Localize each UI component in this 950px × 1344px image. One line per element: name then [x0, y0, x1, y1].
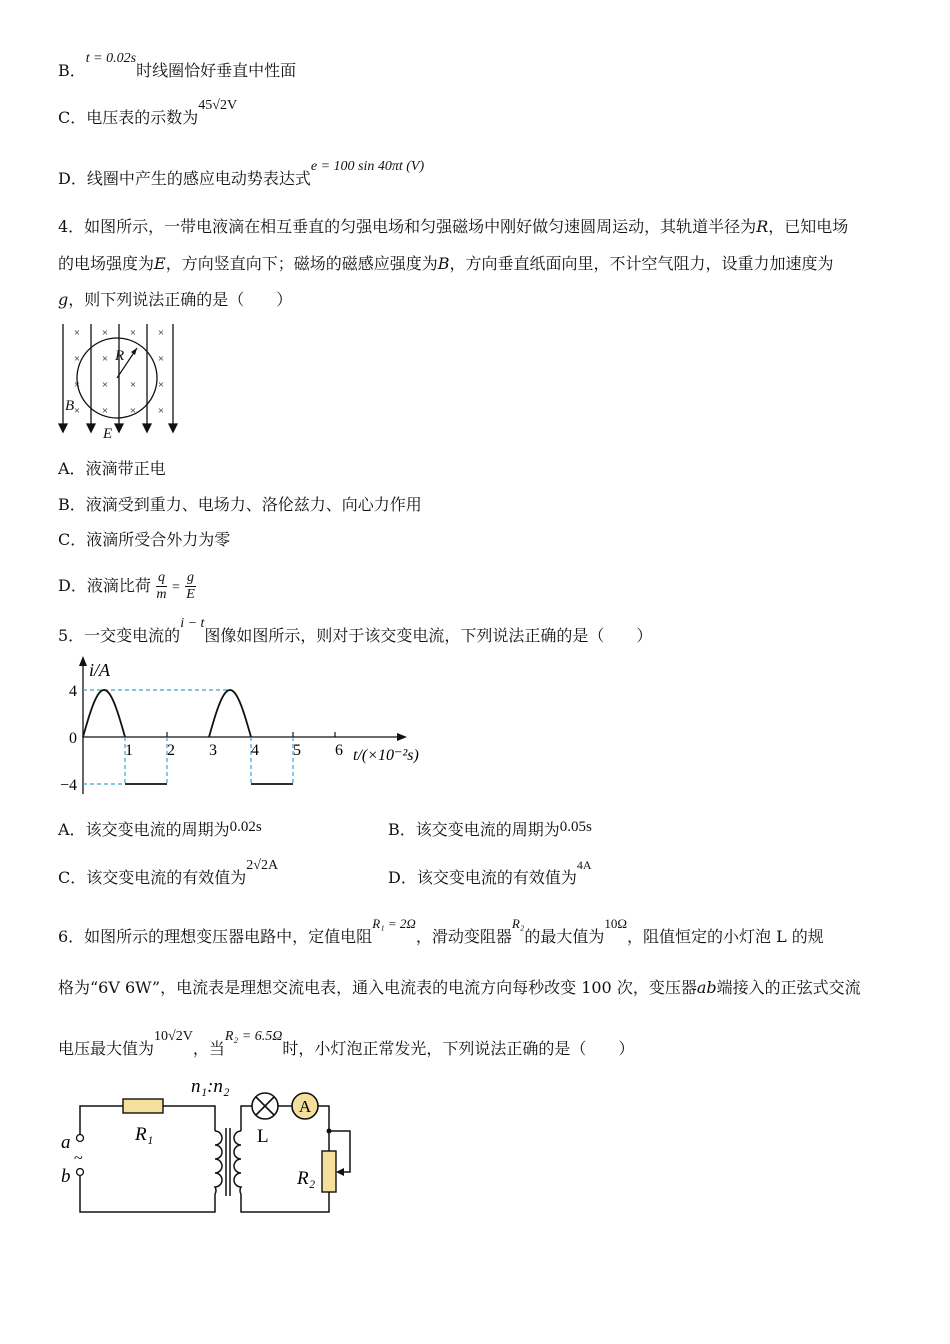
stem-text: ，当 [192, 1039, 225, 1058]
stem-text: ，方向竖直向下；磁场的磁感应强度为 [165, 254, 438, 273]
lamp-label: L [257, 1126, 269, 1147]
option-text: 该交变电流的有效值为 [86, 868, 247, 887]
var-b: B [437, 254, 450, 273]
formula: 10Ω [604, 916, 627, 931]
formula: R₂ [511, 916, 525, 931]
q4-option-b [58, 497, 422, 513]
q5-stem [58, 616, 653, 645]
option-text: 电压表的示数为 [86, 108, 199, 127]
option-text: 液滴比荷 [86, 576, 151, 595]
option-label: D． [58, 576, 87, 595]
x-tick-label: 2 [167, 742, 175, 759]
option-label: C． [58, 108, 87, 127]
option-text: 该交变电流的周期为 [415, 820, 560, 839]
formula: 10√2V [154, 1029, 193, 1044]
option-label: B． [58, 61, 86, 80]
stem-text: 的电场强度为 [58, 254, 155, 273]
cross-mark: × [101, 379, 109, 391]
cross-mark: × [101, 405, 109, 417]
numerator: g [187, 570, 195, 585]
fraction-q-m [156, 570, 167, 603]
r1-label: R₁ [135, 1124, 154, 1145]
terminal-b [77, 1169, 84, 1176]
y-tick-label: −4 [59, 777, 77, 794]
label-b: B [65, 398, 75, 414]
option-text: 液滴所受合外力为零 [86, 530, 231, 549]
formula: 0.05s [559, 819, 592, 835]
q4-option-a [58, 461, 166, 477]
q4-stem-line3 [58, 292, 292, 308]
var-r: R [756, 217, 769, 236]
y-axis-arrow [79, 656, 87, 666]
formula: 4A [576, 858, 592, 872]
option-label: C． [58, 530, 87, 549]
cross-mark: × [129, 405, 137, 417]
sine-half-wave [209, 690, 251, 737]
q4-stem-line2 [58, 256, 834, 272]
q4-option-c [58, 532, 230, 548]
cross-mark: × [73, 379, 81, 391]
cross-mark: × [157, 353, 165, 365]
y-tick-label: 0 [69, 730, 77, 747]
x-tick-label: 3 [209, 742, 217, 759]
x-tick-label: 1 [125, 742, 133, 759]
rheostat-r2 [322, 1151, 336, 1192]
stem-text: 电压最大值为 [58, 1039, 155, 1058]
var-e: E [154, 254, 166, 273]
ammeter-label: A [298, 1097, 312, 1116]
stem-text: 的最大值为 [524, 927, 605, 946]
stem-text: 图像如图所示，则对于该交变电流，下列说法正确的是（ ） [204, 626, 653, 645]
cross-mark: × [73, 353, 81, 365]
option-label: D． [58, 169, 87, 188]
option-label: A． [58, 820, 86, 839]
option-text: 液滴受到重力、电场力、洛伦兹力、向心力作用 [85, 495, 422, 514]
q6-stem-line2 [58, 980, 861, 996]
stem-text: 格为“6V 6W”，电流表是理想交流电表，通入电流表的电流方向每秒改变 100 次，变压器 [58, 978, 697, 997]
option-label: D． [388, 868, 417, 887]
r2-label: R₂ [297, 1168, 316, 1189]
formula: t = 0.02s [85, 51, 137, 66]
q4-field-diagram [55, 318, 180, 444]
stem-text: ，滑动变阻器 [415, 927, 512, 946]
cross-mark: × [129, 327, 137, 339]
junction-dot [327, 1129, 332, 1134]
option-text: 线圈中产生的感应电动势表达式 [86, 169, 311, 188]
option-label: C． [58, 868, 87, 887]
stem-text: 6．如图所示的理想变压器电路中，定值电阻 [58, 927, 373, 946]
ac-source-symbol: ~ [74, 1150, 83, 1167]
formula: R₁ = 2Ω [372, 916, 416, 931]
formula: i − t [180, 616, 205, 631]
stem-text: 时，小灯泡正常发光，下列说法正确的是（ ） [282, 1039, 635, 1058]
cross-mark: × [129, 379, 137, 391]
numerator: q [157, 570, 165, 585]
cross-mark: × [157, 379, 165, 391]
option-text: 时线圈恰好垂直中性面 [136, 61, 297, 80]
q3-option-c [58, 98, 238, 127]
stem-text: ，已知电场 [768, 217, 849, 236]
sine-half-wave [83, 690, 125, 737]
stem-text: ，则下列说法正确的是（ ） [68, 290, 293, 309]
label-r: R [115, 348, 125, 364]
label-e: E [103, 426, 113, 442]
fraction-g-e [185, 570, 196, 603]
formula: R₂ = 6.5Ω [224, 1029, 283, 1044]
q6-stem-line3 [58, 1029, 635, 1058]
x-tick-label: 5 [293, 742, 301, 759]
x-tick-label: 4 [251, 742, 259, 759]
option-label: B． [58, 495, 86, 514]
option-label: B． [388, 820, 416, 839]
q4-option-d [58, 568, 196, 606]
q5-option-a [58, 819, 262, 839]
cross-mark: × [101, 353, 109, 365]
stem-text: 5．一交变电流的 [58, 626, 181, 645]
option-text: 该交变电流的周期为 [85, 820, 230, 839]
q6-circuit-diagram [55, 1076, 375, 1222]
terminal-a-label: a [61, 1132, 71, 1153]
cross-mark: × [73, 327, 81, 339]
denominator: m [156, 587, 167, 602]
equals: = [172, 580, 180, 595]
stem-text: ，方向垂直纸面向里，不计空气阻力，设重力加速度为 [449, 254, 834, 273]
slider-arrow [336, 1168, 344, 1176]
var-ab: ab [696, 978, 717, 997]
terminal-a [77, 1135, 84, 1142]
formula: e = 100 sin 40πt (V) [310, 159, 425, 174]
q3-option-b [58, 51, 297, 80]
option-text: 液滴带正电 [85, 459, 166, 478]
cross-mark: × [157, 327, 165, 339]
lamp-icon [252, 1093, 278, 1119]
cross-mark: × [101, 327, 109, 339]
x-axis-arrow [397, 733, 407, 741]
stem-text: 4．如图所示，一带电液滴在相互垂直的匀强电场和匀强磁场中刚好做匀速圆周运动，其轨道半径为 [58, 217, 757, 236]
option-label: A． [58, 459, 86, 478]
stem-text: ，阻值恒定的小灯泡 L 的规 [627, 927, 824, 946]
q3-option-d [58, 159, 425, 188]
option-text: 该交变电流的有效值为 [416, 868, 577, 887]
q5-option-b [388, 819, 592, 839]
formula: 45√2V [198, 98, 238, 113]
cross-mark: × [73, 405, 81, 417]
resistor-r1 [123, 1099, 163, 1113]
cross-mark: × [157, 405, 165, 417]
stem-text: 端接入的正弦式交流 [716, 978, 861, 997]
q5-option-d [388, 858, 592, 887]
formula: 2√2A [246, 858, 279, 873]
x-tick-label: 6 [335, 742, 343, 759]
denominator: E [186, 587, 195, 602]
terminal-b-label: b [61, 1166, 71, 1187]
y-axis-label: i/A [89, 660, 110, 680]
q5-option-c [58, 858, 279, 887]
y-tick-label: 4 [69, 683, 77, 700]
q4-stem-line1 [58, 219, 848, 235]
formula: 0.02s [229, 819, 262, 835]
x-axis-label: t/(×10⁻²s) [353, 747, 419, 764]
turns-ratio-label: n₁:n₂ [191, 1076, 230, 1097]
q5-current-chart [55, 654, 445, 800]
var-g: g [58, 290, 69, 309]
